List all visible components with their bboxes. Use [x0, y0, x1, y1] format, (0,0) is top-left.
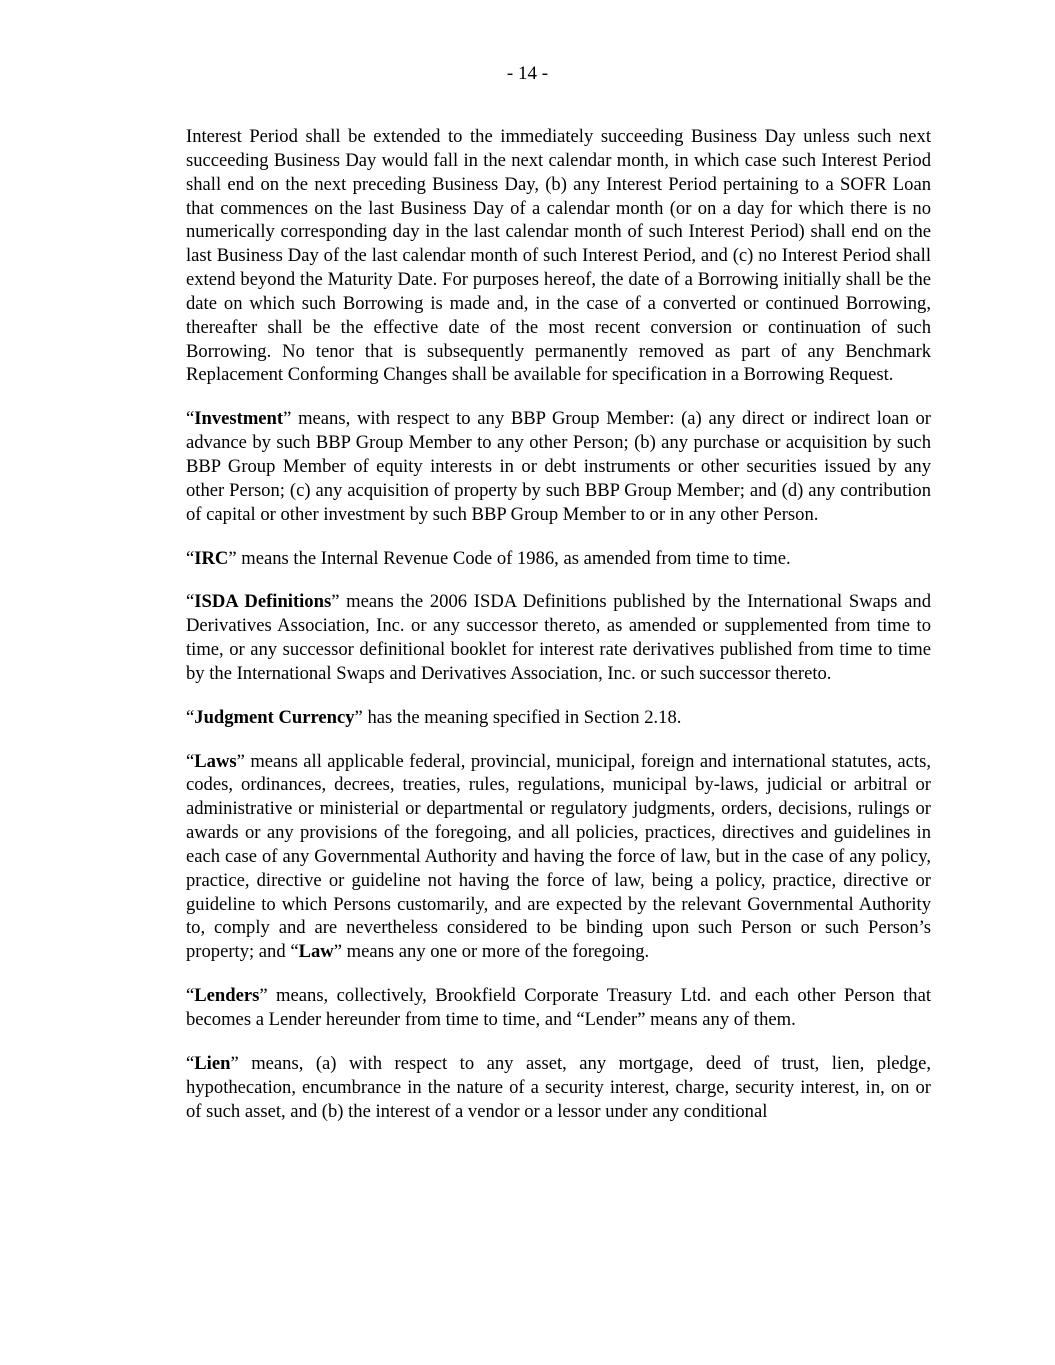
open-quote: “	[186, 985, 195, 1007]
defined-term: Law	[298, 941, 334, 963]
open-quote: “	[186, 1052, 195, 1074]
definition-text: ” means, collectively, Brookfield Corporate Treasury Ltd. and each other Person that becomes a Lender hereunder from time to time, and “Lender” means any of them.	[186, 985, 931, 1030]
open-quote: “	[186, 591, 195, 613]
definition-text: ” means the Internal Revenue Code of 1986, as amended from time to time.	[228, 547, 791, 569]
open-quote: “	[290, 941, 299, 963]
open-quote: “	[186, 750, 195, 772]
paragraph-interest-period-continued	[186, 125, 931, 387]
definition-irc	[186, 547, 931, 571]
definition-text: ” means all applicable federal, provincial, municipal, foreign and international statutes, acts, codes, ordinances, decrees, treaties, rules, regulations, municipal by-laws, judicial or arbitral or administrative or ministerial or departmental or regulatory judgments, orders, decisions, rulings or awards or any provisions of the foregoing, and all policies, practices, directives and guidelines in each case of any Governmental Authority and having the force of law, but in the case of any policy, practice, directive or guideline not having the force of law, being a policy, practice, directive or guideline to which Persons customarily, and are expected by the relevant Governmental Authority to, comply and are nevertheless considered to be binding upon such Person or such Person’s property; and	[186, 750, 931, 963]
defined-term: ISDA Definitions	[194, 591, 332, 613]
definition-laws	[186, 750, 931, 965]
definition-text: ” means, (a) with respect to any asset, any mortgage, deed of trust, lien, pledge, hypothecation, encumbrance in the nature of a security interest, charge, security interest, in, on or of such asset, and (b) the interest of a vendor or a lessor under any conditional	[186, 1052, 931, 1122]
definition-lenders	[186, 984, 931, 1032]
open-quote: “	[186, 706, 195, 728]
definition-text: ” means any one or more of the foregoing.	[333, 941, 650, 963]
definition-text: ” means, with respect to any BBP Group Member: (a) any direct or indirect loan or advance by such BBP Group Member to any other Person; (b) any purchase or acquisition by such BBP Group Member of equity interests in or debt instruments or other securities issued by any other Person; (c) any acquisition of property by such BBP Group Member; and (d) any contribution of capital or other investment by such BBP Group Member to or in any other Person.	[186, 408, 931, 525]
defined-term: Lien	[194, 1052, 231, 1074]
defined-term: IRC	[194, 547, 229, 569]
open-quote: “	[186, 408, 195, 430]
page-number: - 14 -	[506, 63, 549, 84]
document-body	[186, 125, 931, 1143]
definition-investment	[186, 407, 931, 526]
defined-term: Judgment Currency	[194, 706, 355, 728]
paragraph-text: Interest Period shall be extended to the immediately succeeding Business Day unless such next succeeding Business Day would fall in the next calendar month, in which case such Interest Period shall end on the next preceding Business Day, (b) any Interest Period pertaining to a SOFR Loan that commences on the last Business Day of a calendar month (or on a day for which there is no numerically corresponding day in the last calendar month of such Interest Period) shall end on the last Business Day of the last calendar month of such Interest Period, and (c) no Interest Period shall extend beyond the Maturity Date. For purposes hereof, the date of a Borrowing initially shall be the date on which such Borrowing is made and, in the case of a converted or continued Borrowing, thereafter shall be the effective date of the most recent conversion or continuation of such Borrowing. No tenor that is subsequently permanently removed as part of any Benchmark Replacement Conforming Changes shall be available for specification in a Borrowing Request.	[186, 126, 931, 386]
defined-term: Lenders	[194, 985, 260, 1007]
defined-term: Investment	[194, 408, 284, 430]
definition-text: ” means the 2006 ISDA Definitions published by the International Swaps and Derivatives Association, Inc. or any successor thereto, as amended or supplemented from time to time, or any successor definitional booklet for interest rate derivatives published from time to time by the International Swaps and Derivatives Association, Inc. or such successor thereto.	[186, 591, 931, 684]
definition-text: ” has the meaning specified in Section 2.18.	[354, 706, 682, 728]
defined-term: Laws	[194, 750, 237, 772]
open-quote: “	[186, 547, 195, 569]
definition-judgment-currency	[186, 706, 931, 730]
definition-isda-definitions	[186, 590, 931, 685]
definition-lien	[186, 1052, 931, 1124]
